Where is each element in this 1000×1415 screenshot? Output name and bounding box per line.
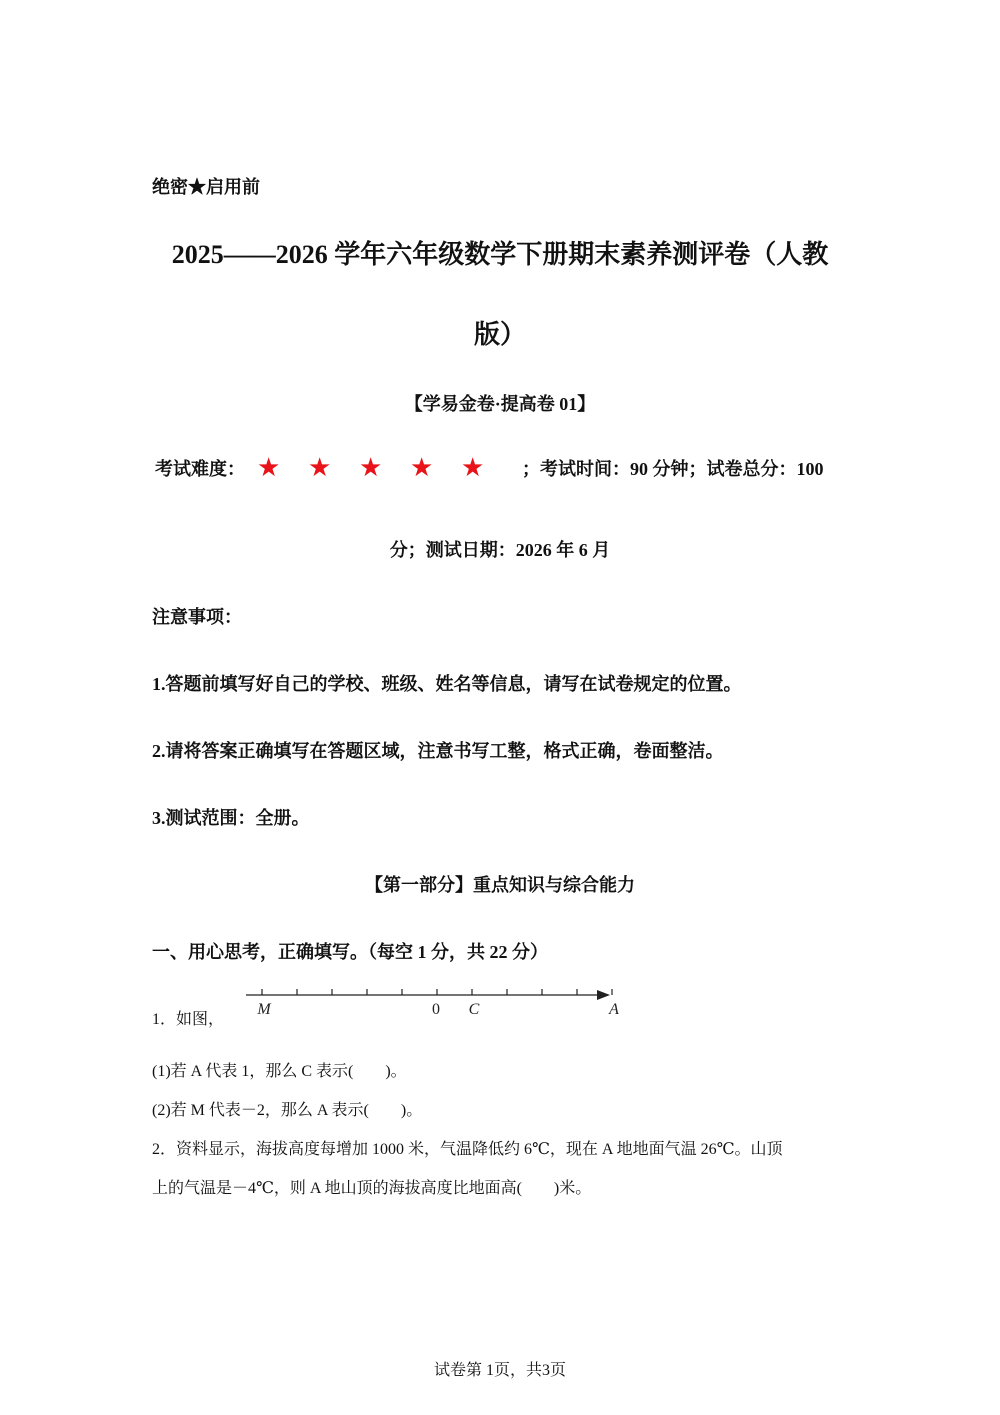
question-2-line-2: 上的气温是－4℃，则 A 地山顶的海拔高度比地面高( )米。: [152, 1180, 592, 1197]
number-line-label: A: [609, 1001, 619, 1018]
notice-heading: 注意事项：: [152, 607, 242, 627]
difficulty-label: 考试难度：: [155, 459, 245, 479]
number-line-label: C: [468, 1001, 480, 1018]
question-1-intro: 1．如图，: [152, 1011, 225, 1028]
number-line-labels: [256, 1001, 619, 1018]
page-footer: 试卷第 1页，共3页: [433, 1362, 566, 1379]
difficulty-star-icon: ★: [410, 453, 434, 483]
number-line-label: M: [257, 1001, 271, 1018]
section-title: 一、用心思考，正确填写。（每空 1 分，共 22 分）: [152, 942, 548, 962]
number-line-label: 0: [432, 1001, 440, 1018]
difficulty-star-icon: ★: [359, 453, 383, 483]
difficulty-stars: [257, 453, 512, 483]
secret-label: 绝密★启用前: [152, 177, 260, 197]
notice-item: 2.请将答案正确填写在答题区域，注意书写工整，格式正确，卷面整洁。: [152, 741, 724, 761]
exam-info-line1: [155, 455, 824, 481]
question-1-part-1: (1)若 A 代表 1，那么 C 表示( )。: [152, 1063, 407, 1080]
part-title: 【第一部分】重点知识与综合能力: [365, 875, 635, 895]
exam-title-line1: 2025——2026 学年六年级数学下册期末素养测评卷（人教: [171, 240, 829, 269]
notice-item: 3.测试范围：全册。: [152, 808, 310, 828]
question-1-part-2: (2)若 M 代表－2，那么 A 表示( )。: [152, 1102, 423, 1119]
exam-info-line2: 分；测试日期：2026 年 6 月: [389, 540, 611, 560]
difficulty-star-icon: ★: [461, 453, 485, 483]
number-line-figure: [240, 983, 620, 1025]
number-line-ticks: [262, 989, 612, 995]
exam-info-rest: ；考试时间：90 分钟；试卷总分：100: [522, 459, 824, 479]
number-line-arrow: [597, 990, 610, 1000]
exam-subtitle: 【学易金卷·提高卷 01】: [404, 394, 596, 414]
question-2-line-1: 2．资料显示，海拔高度每增加 1000 米，气温降低约 6℃，现在 A 地地面气温 26℃。山顶: [152, 1141, 783, 1158]
difficulty-star-icon: ★: [308, 453, 332, 483]
exam-title-line2: 版）: [473, 320, 526, 349]
notice-item: 1.答题前填写好自己的学校、班级、姓名等信息，请写在试卷规定的位置。: [152, 674, 742, 694]
difficulty-star-icon: ★: [257, 453, 281, 483]
